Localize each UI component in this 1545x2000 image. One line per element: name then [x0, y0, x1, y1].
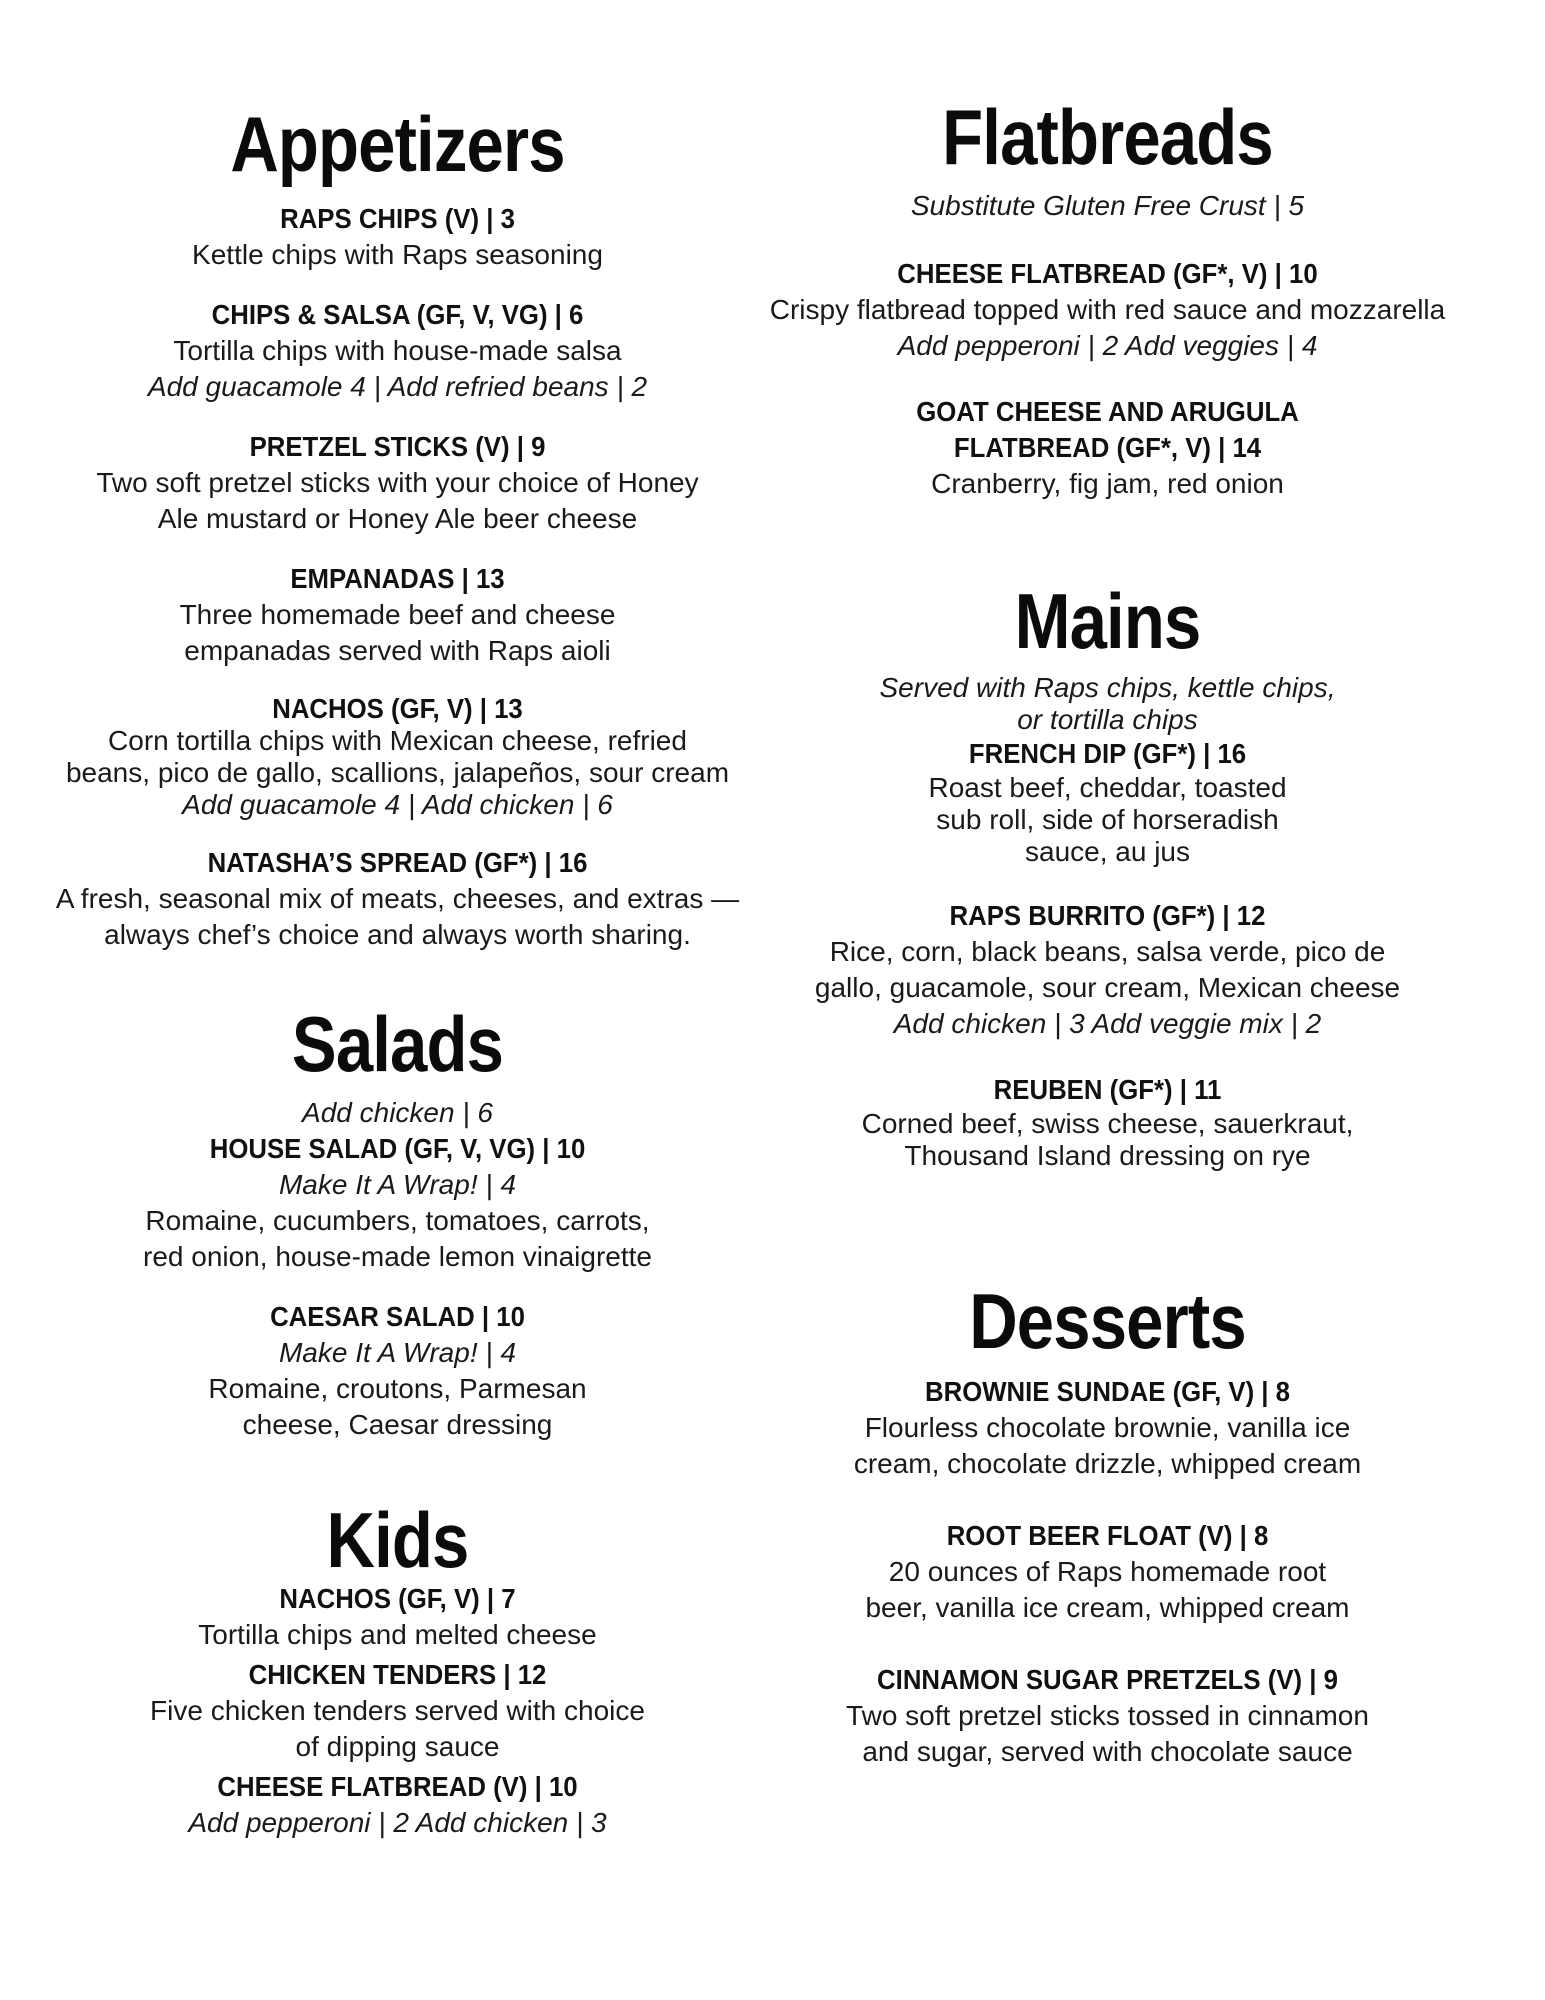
item-desc: always chef’s choice and always worth sharing. — [104, 919, 691, 950]
item-desc: red onion, house-made lemon vinaigrette — [143, 1241, 652, 1272]
item-desc: Tortilla chips with house-made salsa — [173, 335, 622, 366]
menu-item — [740, 256, 1475, 364]
flatbreads-section — [740, 93, 1475, 502]
item-addon: Add pepperoni | 2 Add veggies | 4 — [897, 330, 1318, 361]
item-addon: Add guacamole 4 | Add refried beans | 2 — [147, 371, 648, 402]
item-addon: Add pepperoni | 2 Add chicken | 3 — [188, 1807, 607, 1838]
item-desc: Kettle chips with Raps seasoning — [192, 239, 603, 270]
menu-item — [30, 1769, 765, 1841]
menu-item — [30, 297, 765, 405]
menu-item — [30, 201, 765, 273]
item-name: NACHOS (GF, V) | 13 — [272, 693, 523, 724]
item-desc: Corned beef, swiss cheese, sauerkraut, — [861, 1108, 1354, 1139]
appetizers-section — [30, 100, 765, 953]
item-desc: 20 ounces of Raps homemade root — [888, 1556, 1327, 1587]
section-title-appetizers: Appetizers — [230, 100, 565, 188]
item-name: NACHOS (GF, V) | 7 — [279, 1583, 516, 1614]
menu-item — [740, 394, 1475, 502]
item-addon: Add guacamole 4 | Add chicken | 6 — [182, 789, 613, 820]
right-column — [740, 93, 1475, 1770]
item-desc: Corn tortilla chips with Mexican cheese, refried — [108, 725, 687, 756]
menu-item — [30, 1657, 765, 1765]
item-name: RAPS CHIPS (V) | 3 — [280, 203, 515, 234]
item-name: NATASHA’S SPREAD (GF*) | 16 — [207, 847, 588, 878]
item-desc: Flourless chocolate brownie, vanilla ice — [864, 1412, 1351, 1443]
item-name: HOUSE SALAD (GF, V, VG) | 10 — [209, 1133, 586, 1164]
item-desc: empanadas served with Raps aioli — [184, 635, 611, 666]
section-note: or tortilla chips — [1017, 704, 1198, 735]
item-desc: Rice, corn, black beans, salsa verde, pico de — [829, 936, 1386, 967]
menu-item — [740, 1374, 1475, 1482]
salads-section — [30, 1000, 765, 1443]
item-desc: and sugar, served with chocolate sauce — [862, 1736, 1353, 1767]
left-column — [30, 100, 765, 1841]
item-name: RAPS BURRITO (GF*) | 12 — [949, 900, 1266, 931]
item-desc: sub roll, side of horseradish — [936, 804, 1279, 835]
item-desc: sauce, au jus — [1025, 836, 1190, 867]
menu-item — [30, 561, 765, 669]
section-title-salads: Salads — [291, 1000, 504, 1088]
item-desc: Two soft pretzel sticks with your choice of Honey — [96, 467, 699, 498]
item-name: EMPANADAS | 13 — [290, 563, 505, 594]
item-desc: Two soft pretzel sticks tossed in cinnamon — [846, 1700, 1369, 1731]
item-desc: A fresh, seasonal mix of meats, cheeses, and extras — — [55, 883, 740, 914]
menu-item — [30, 429, 765, 537]
item-desc: Cranberry, fig jam, red onion — [931, 468, 1284, 499]
item-desc: Roast beef, cheddar, toasted — [928, 772, 1287, 803]
menu-item — [740, 1662, 1475, 1770]
item-name: CHEESE FLATBREAD (V) | 10 — [217, 1771, 578, 1802]
item-desc: Crispy flatbread topped with red sauce and mozzarella — [769, 294, 1446, 325]
item-desc: Romaine, cucumbers, tomatoes, carrots, — [145, 1205, 650, 1236]
menu-item — [30, 1299, 765, 1443]
section-title-desserts: Desserts — [969, 1277, 1246, 1365]
item-desc: Thousand Island dressing on rye — [904, 1140, 1311, 1171]
menu-item — [30, 1131, 765, 1275]
section-note: Add chicken | 6 — [302, 1097, 493, 1128]
item-addon: Make It A Wrap! | 4 — [278, 1169, 517, 1200]
section-title-mains: Mains — [1014, 577, 1201, 665]
menu-item — [30, 1581, 765, 1653]
item-name: CAESAR SALAD | 10 — [270, 1301, 525, 1332]
menu-item — [740, 1518, 1475, 1626]
item-name: REUBEN (GF*) | 11 — [993, 1074, 1222, 1105]
item-desc: Tortilla chips and melted cheese — [198, 1619, 597, 1650]
item-addon: Make It A Wrap! | 4 — [278, 1337, 517, 1368]
menu-item — [740, 898, 1475, 1042]
kids-section — [30, 1496, 765, 1841]
item-name: CHICKEN TENDERS | 12 — [248, 1659, 547, 1690]
item-name: PRETZEL STICKS (V) | 9 — [249, 431, 546, 462]
item-name: CHIPS & SALSA (GF, V, VG) | 6 — [211, 299, 584, 330]
menu-item — [30, 845, 765, 953]
section-title-kids: Kids — [326, 1496, 469, 1584]
item-desc: beer, vanilla ice cream, whipped cream — [865, 1592, 1350, 1623]
menu-item — [30, 693, 765, 821]
item-desc: Ale mustard or Honey Ale beer cheese — [157, 503, 638, 534]
item-desc: Romaine, croutons, Parmesan — [208, 1373, 587, 1404]
section-note: Substitute Gluten Free Crust | 5 — [910, 190, 1305, 221]
item-desc: of dipping sauce — [295, 1731, 500, 1762]
mains-section — [740, 577, 1475, 1172]
section-title-flatbreads: Flatbreads — [942, 93, 1273, 181]
item-name: BROWNIE SUNDAE (GF, V) | 8 — [924, 1376, 1291, 1407]
item-desc: beans, pico de gallo, scallions, jalapeños, sour cream — [65, 757, 730, 788]
item-desc: Three homemade beef and cheese — [179, 599, 616, 630]
item-name: FLATBREAD (GF*, V) | 14 — [953, 432, 1262, 463]
section-note: Served with Raps chips, kettle chips, — [879, 672, 1336, 703]
item-name: GOAT CHEESE AND ARUGULA — [916, 396, 1299, 427]
item-desc: gallo, guacamole, sour cream, Mexican cheese — [814, 972, 1401, 1003]
item-name: CINNAMON SUGAR PRETZELS (V) | 9 — [877, 1664, 1338, 1695]
item-name: CHEESE FLATBREAD (GF*, V) | 10 — [897, 258, 1318, 289]
item-name: ROOT BEER FLOAT (V) | 8 — [946, 1520, 1269, 1551]
item-desc: cheese, Caesar dressing — [242, 1409, 553, 1440]
item-name: FRENCH DIP (GF*) | 16 — [968, 738, 1247, 769]
desserts-section — [740, 1277, 1475, 1770]
menu-item — [740, 736, 1475, 868]
item-addon: Add chicken | 3 Add veggie mix | 2 — [893, 1008, 1322, 1039]
menu-item — [740, 1072, 1475, 1172]
item-desc: cream, chocolate drizzle, whipped cream — [853, 1448, 1362, 1479]
item-desc: Five chicken tenders served with choice — [150, 1695, 645, 1726]
